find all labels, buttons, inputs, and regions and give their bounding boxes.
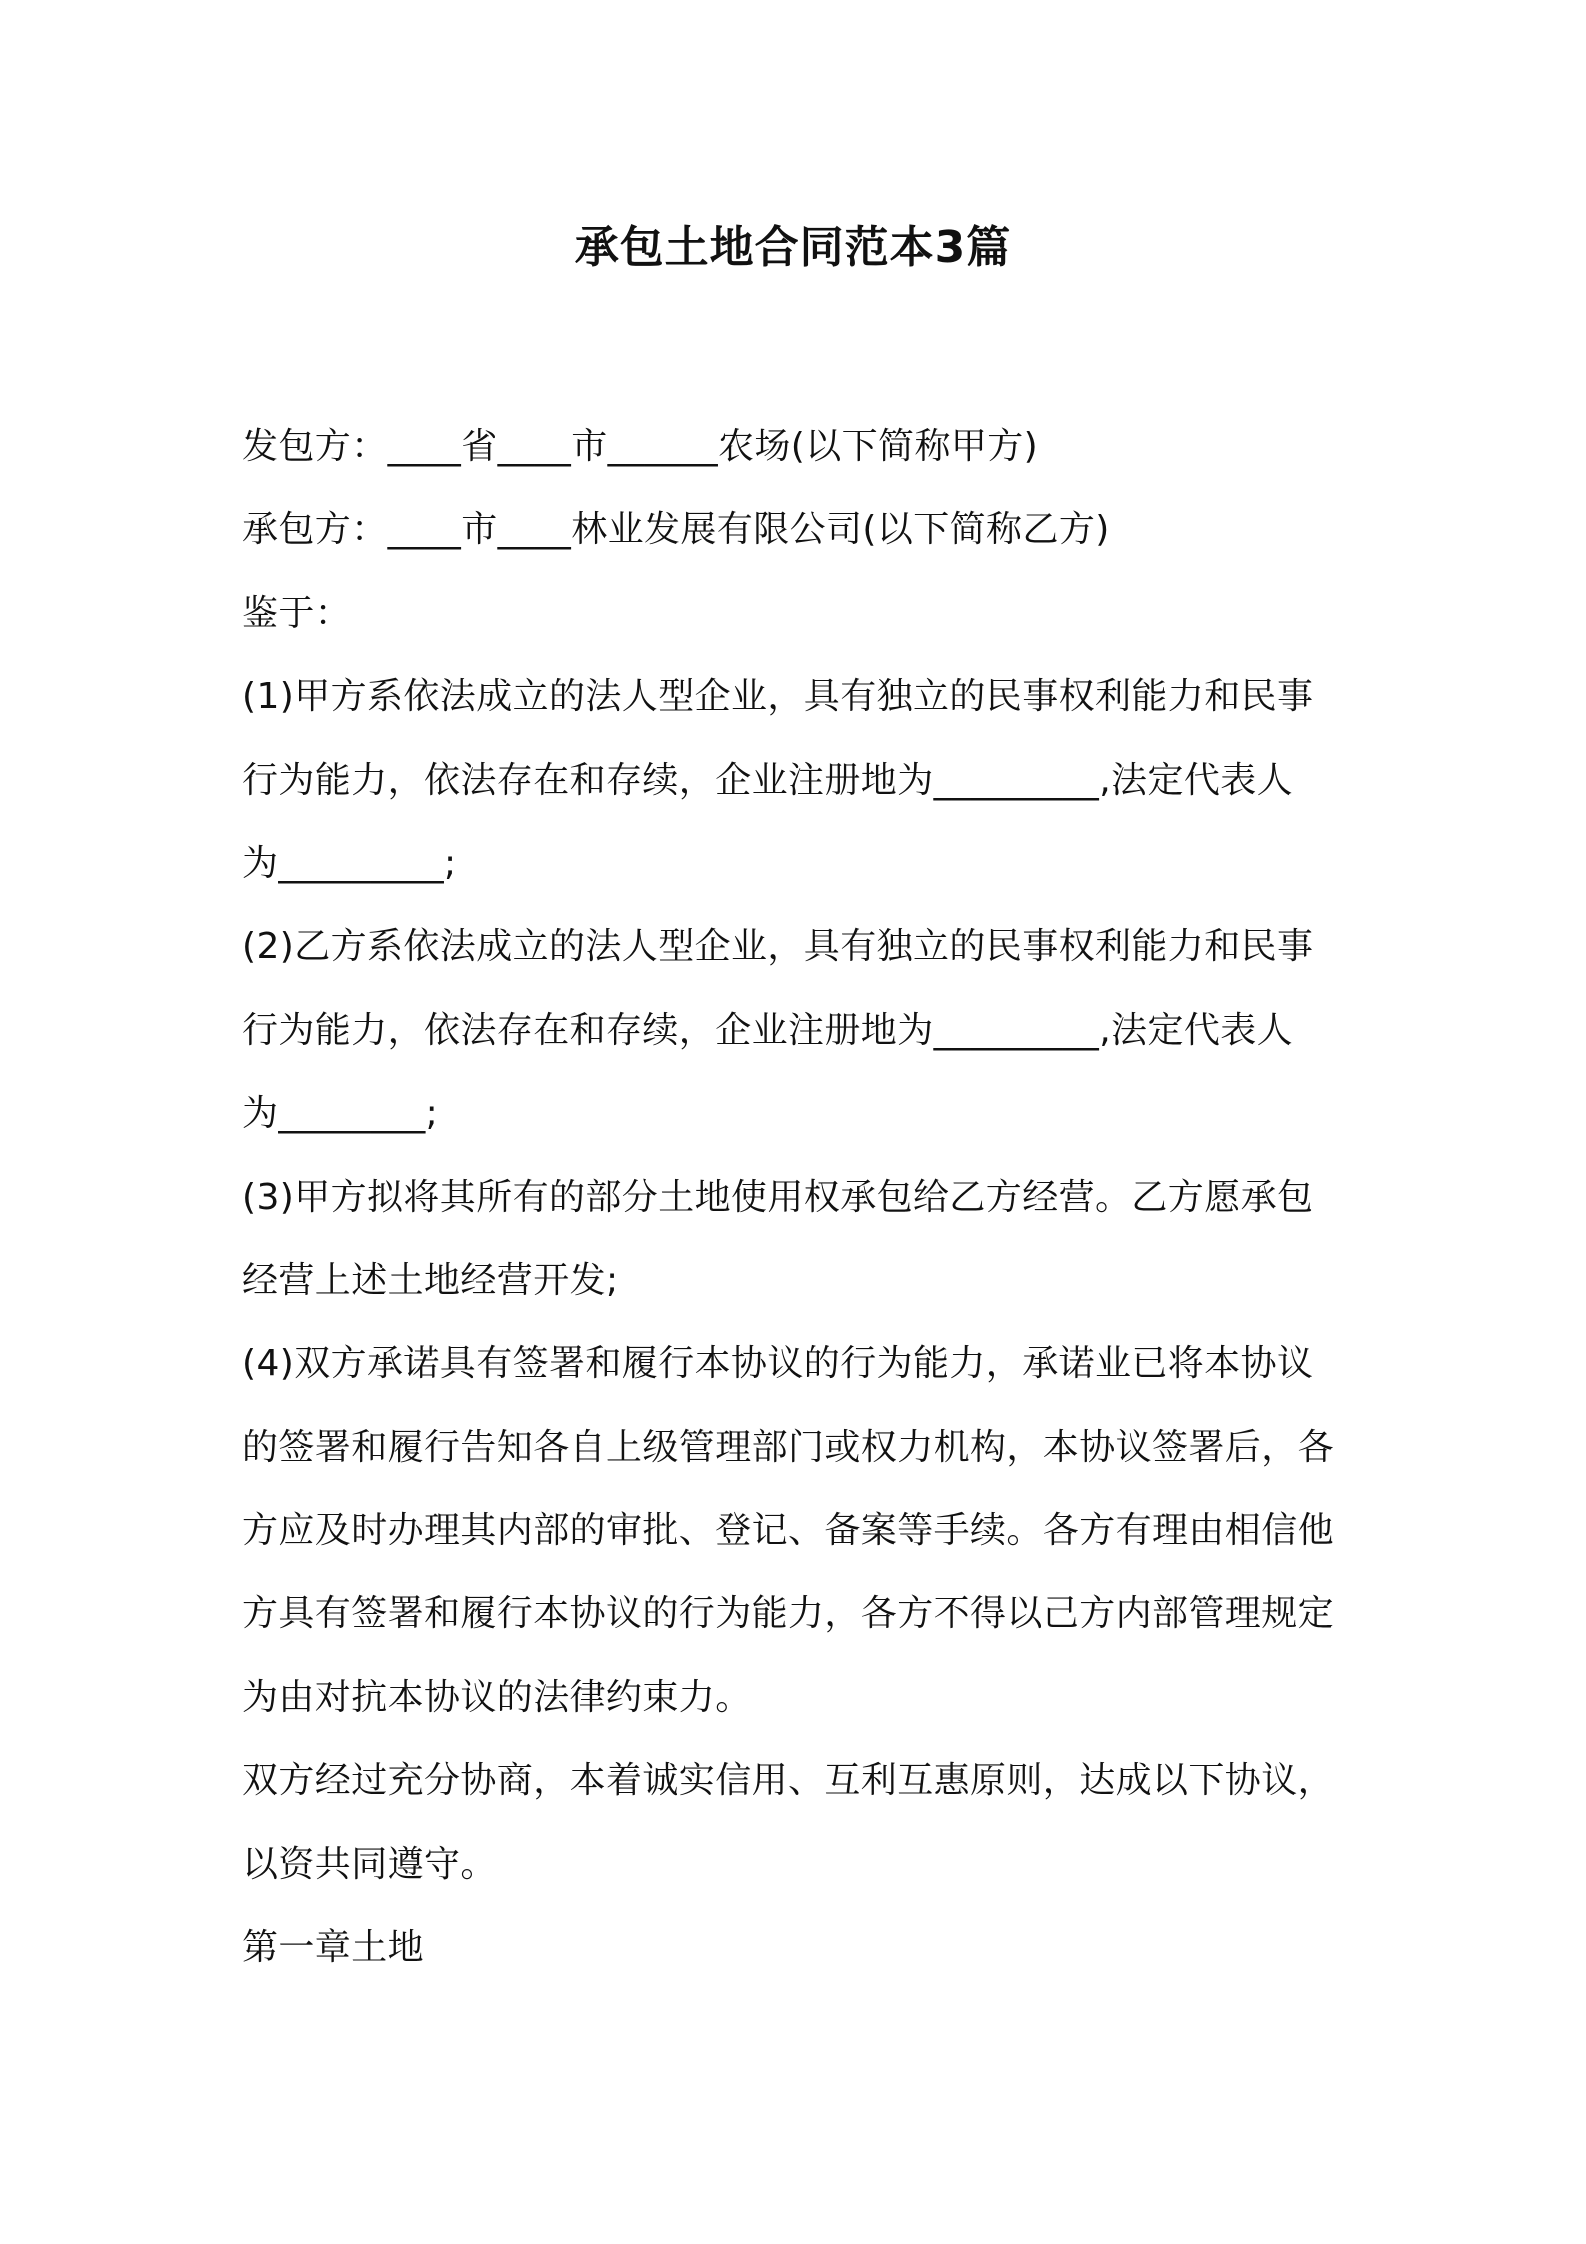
text-line: 发包方：____省____市______农场(以下简称甲方): [242, 426, 1039, 467]
text-line: 方应及时办理其内部的审批、登记、备案等手续。各方有理由相信他: [242, 1510, 1335, 1552]
section-heading: 第一章土地: [242, 1927, 425, 1969]
document-title: 承包土地合同范本3篇: [574, 222, 1012, 273]
text-line: (2)乙方系依法成立的法人型企业，具有独立的民事权利能力和民事: [242, 926, 1314, 968]
text-line: 行为能力，依法存在和存续，企业注册地为_________,法定代表人: [242, 1009, 1294, 1051]
text-line: (1)甲方系依法成立的法人型企业，具有独立的民事权利能力和民事: [242, 676, 1314, 718]
text-line: (4)双方承诺具有签署和履行本协议的行为能力，承诺业已将本协议: [242, 1343, 1314, 1385]
text-line: 双方经过充分协商，本着诚实信用、互利互惠原则，达成以下协议，: [242, 1760, 1335, 1802]
text-line: 的签署和履行告知各自上级管理部门或权力机构，本协议签署后，各: [242, 1426, 1335, 1468]
document-body: [242, 405, 1352, 1989]
text-line: 行为能力，依法存在和存续，企业注册地为_________,法定代表人: [242, 759, 1294, 801]
text-line: 以资共同遵守。: [242, 1843, 497, 1885]
text-line: (3)甲方拟将其所有的部分土地使用权承包给乙方经营。乙方愿承包: [242, 1176, 1314, 1218]
text-line: 为________;: [242, 1093, 439, 1135]
text-line: 为由对抗本协议的法律约束力。: [242, 1676, 752, 1718]
text-line: 经营上述土地经营开发;: [242, 1259, 619, 1301]
text-line: 为_________;: [242, 842, 457, 884]
text-line: 方具有签署和履行本协议的行为能力，各方不得以己方内部管理规定: [242, 1593, 1335, 1635]
text-line: 鉴于：: [242, 592, 352, 634]
text-line: 承包方：____市____林业发展有限公司(以下简称乙方): [242, 509, 1110, 551]
